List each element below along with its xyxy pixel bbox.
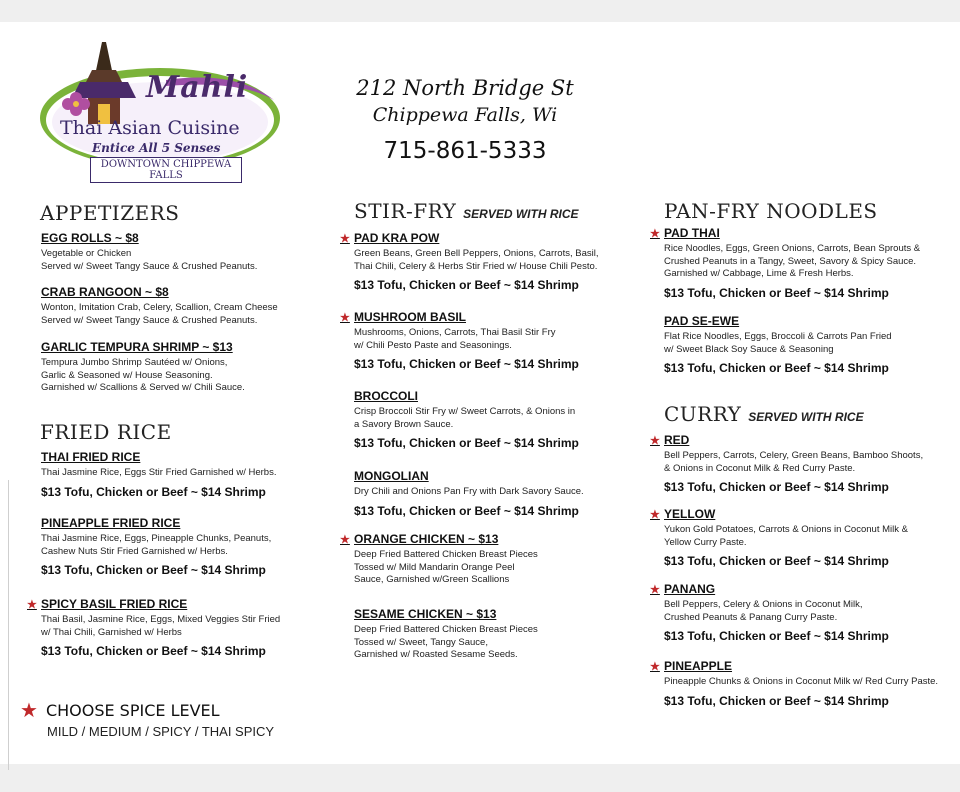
item-description: Thai Jasmine Rice, Eggs Stir Fried Garnished w/ Herbs.	[41, 467, 277, 478]
logo-location: DOWNTOWN CHIPPEWA FALLS	[90, 157, 242, 183]
menu-item	[41, 231, 257, 273]
item-description: Wonton, Imitation Crab, Celery, Scallion, Cream Cheese Served w/ Sweet Tangy Sauce & Crushed Peanuts.	[41, 302, 278, 326]
item-price: $13 Tofu, Chicken or Beef ~ $14 Shrimp	[664, 629, 889, 643]
item-name: PAD SE-EWE	[664, 314, 740, 328]
item-name	[650, 507, 908, 521]
item-name: GARLIC TEMPURA SHRIMP ~ $13	[41, 340, 233, 354]
item-price: $13 Tofu, Chicken or Beef ~ $14 Shrimp	[354, 436, 579, 450]
item-name-text: YELLOW	[664, 507, 716, 521]
item-price: $13 Tofu, Chicken or Beef ~ $14 Shrimp	[41, 644, 266, 658]
item-name: EGG ROLLS ~ $8	[41, 231, 139, 245]
menu-item	[354, 469, 584, 518]
logo-subtitle: Thai Asian Cuisine	[60, 117, 240, 139]
fried-rice-heading: FRIED RICE	[40, 420, 172, 444]
item-description: Mushrooms, Onions, Carrots, Thai Basil Stir Fry w/ Chili Pesto Paste and Seasonings.	[354, 327, 556, 351]
item-name	[650, 226, 920, 240]
star-icon: ★	[650, 660, 660, 673]
item-name: MONGOLIAN	[354, 469, 429, 483]
page-edge-line	[8, 480, 9, 770]
star-icon: ★	[340, 232, 350, 245]
item-name: SESAME CHICKEN ~ $13	[354, 607, 497, 621]
menu-item	[650, 433, 924, 494]
address-line-1: 212 North Bridge St	[356, 76, 574, 100]
item-name-text: PAD THAI	[664, 226, 720, 240]
item-name: THAI FRIED RICE	[41, 450, 141, 464]
item-price: $13 Tofu, Chicken or Beef ~ $14 Shrimp	[41, 563, 266, 577]
star-icon: ★	[650, 434, 660, 447]
logo-tagline: Entice All 5 Senses	[92, 141, 221, 155]
curry-title: CURRY	[664, 402, 742, 426]
item-price: $13 Tofu, Chicken or Beef ~ $14 Shrimp	[664, 285, 889, 300]
menu-item	[354, 389, 579, 450]
item-name	[27, 597, 280, 611]
item-price: $13 Tofu, Chicken or Beef ~ $14 Shrimp	[664, 554, 889, 568]
item-description: Deep Fried Battered Chicken Breast Pieces Tossed w/ Sweet, Tangy Sauce, Garnished w/ Roasted Sesame Seeds.	[354, 624, 538, 660]
item-name	[650, 433, 923, 447]
item-name	[650, 659, 938, 673]
star-icon: ★	[20, 698, 38, 722]
star-icon: ★	[340, 533, 350, 546]
menu-item	[41, 450, 276, 499]
item-description: Thai Jasmine Rice, Eggs, Pineapple Chunks, Peanuts, Cashew Nuts Stir Fried Garnished w/ Herbs.	[41, 533, 272, 557]
item-description: Tempura Jumbo Shrimp Sautéed w/ Onions, Garlic & Seasoned w/ House Seasoning. Garnished w/ Scallions & Served w/ Chili Sauce.	[41, 357, 245, 393]
item-price: $13 Tofu, Chicken or Beef ~ $14 Shrimp	[354, 503, 579, 518]
item-description: Yukon Gold Potatoes, Carrots & Onions in Coconut Milk & Yellow Curry Paste.	[664, 524, 908, 548]
menu-item	[41, 516, 271, 577]
address-line-2: Chippewa Falls, Wi	[372, 104, 558, 126]
menu-item	[650, 659, 939, 708]
menu-item	[650, 226, 921, 300]
item-price: $13 Tofu, Chicken or Beef ~ $14 Shrimp	[664, 693, 889, 708]
item-name-text: PANANG	[664, 582, 716, 596]
item-name-text: MUSHROOM BASIL	[354, 310, 466, 324]
item-description: Bell Peppers, Carrots, Celery, Green Beans, Bamboo Shoots, & Onions in Coconut Milk & Red Curry Paste.	[664, 450, 924, 474]
stir-fry-title: STIR-FRY	[354, 199, 457, 223]
item-price: $13 Tofu, Chicken or Beef ~ $14 Shrimp	[664, 361, 889, 375]
menu-item	[664, 314, 892, 375]
item-price: $13 Tofu, Chicken or Beef ~ $14 Shrimp	[354, 278, 579, 292]
item-description: Dry Chili and Onions Pan Fry with Dark Savory Sauce.	[354, 486, 584, 497]
star-icon: ★	[650, 583, 660, 596]
item-description: Thai Basil, Jasmine Rice, Eggs, Mixed Veggies Stir Fried w/ Thai Chili, Garnished w/ Herbs	[41, 614, 281, 638]
item-price: $13 Tofu, Chicken or Beef ~ $14 Shrimp	[354, 357, 579, 371]
curry-note: SERVED WITH RICE	[748, 410, 864, 424]
menu-item	[650, 507, 908, 568]
item-description: Vegetable or Chicken Served w/ Sweet Tangy Sauce & Crushed Peanuts.	[41, 248, 258, 272]
item-name: CRAB RANGOON ~ $8	[41, 285, 169, 299]
menu-item	[340, 310, 579, 371]
menu-item	[340, 231, 599, 292]
star-icon: ★	[650, 227, 660, 240]
star-icon: ★	[27, 598, 37, 611]
menu-item	[354, 607, 538, 662]
menu-item	[41, 340, 245, 395]
item-price: $13 Tofu, Chicken or Beef ~ $14 Shrimp	[41, 484, 266, 499]
restaurant-logo	[36, 40, 286, 181]
item-name	[650, 582, 889, 596]
item-name	[340, 231, 598, 245]
item-description: Flat Rice Noodles, Eggs, Broccoli & Carrots Pan Fried w/ Sweet Black Soy Sauce & Seasoning	[664, 331, 892, 355]
menu-item	[27, 597, 281, 658]
item-name: BROCCOLI	[354, 389, 418, 403]
appetizers-heading: APPETIZERS	[40, 201, 180, 225]
menu-item	[650, 582, 889, 643]
logo-name: Mahli	[146, 70, 249, 105]
spice-level-title: CHOOSE SPICE LEVEL	[45, 700, 220, 720]
item-description: Crisp Broccoli Stir Fry w/ Sweet Carrots, & Onions in a Savory Brown Sauce.	[354, 406, 576, 430]
item-name-text: PAD KRA POW	[354, 231, 440, 245]
star-icon: ★	[650, 508, 660, 521]
stir-fry-note: SERVED WITH RICE	[463, 207, 579, 221]
spice-level-heading	[20, 698, 220, 722]
spice-level-options: MILD / MEDIUM / SPICY / THAI SPICY	[47, 724, 275, 739]
item-description: Green Beans, Green Bell Peppers, Onions, Carrots, Basil, Thai Chili, Celery & Herbs Stir Fried w/ House Chili Pesto.	[354, 248, 599, 272]
item-name-text: SPICY BASIL FRIED RICE	[41, 597, 188, 611]
item-name: PINEAPPLE FRIED RICE	[41, 516, 181, 530]
phone-number: 715-861-5333	[383, 138, 547, 164]
menu-item	[340, 532, 538, 587]
item-name-text: ORANGE CHICKEN ~ $13	[354, 532, 499, 546]
stir-fry-heading	[354, 199, 578, 223]
pan-fry-heading: PAN-FRY NOODLES	[664, 199, 878, 223]
item-name	[340, 532, 538, 546]
item-description: Rice Noodles, Eggs, Green Onions, Carrots, Bean Sprouts & Crushed Peanuts in a Tangy, Sweet, Savory & Spicy Sauce. Garnished w/ Cabbage, Lime & Fresh Herbs.	[664, 243, 921, 279]
item-description: Pineapple Chunks & Onions in Coconut Milk w/ Red Curry Paste.	[664, 676, 939, 687]
item-description: Bell Peppers, Celery & Onions in Coconut Milk, Crushed Peanuts & Panang Curry Paste.	[664, 599, 863, 623]
item-price: $13 Tofu, Chicken or Beef ~ $14 Shrimp	[664, 480, 889, 494]
item-name-text: RED	[664, 433, 690, 447]
star-icon: ★	[340, 311, 350, 324]
menu-item	[41, 285, 278, 327]
curry-heading	[664, 402, 864, 426]
item-description: Deep Fried Battered Chicken Breast Pieces Tossed w/ Mild Mandarin Orange Peel Sauce, Garnished w/Green Scallions	[354, 549, 538, 585]
item-name-text: PINEAPPLE	[664, 659, 733, 673]
item-name	[340, 310, 579, 324]
